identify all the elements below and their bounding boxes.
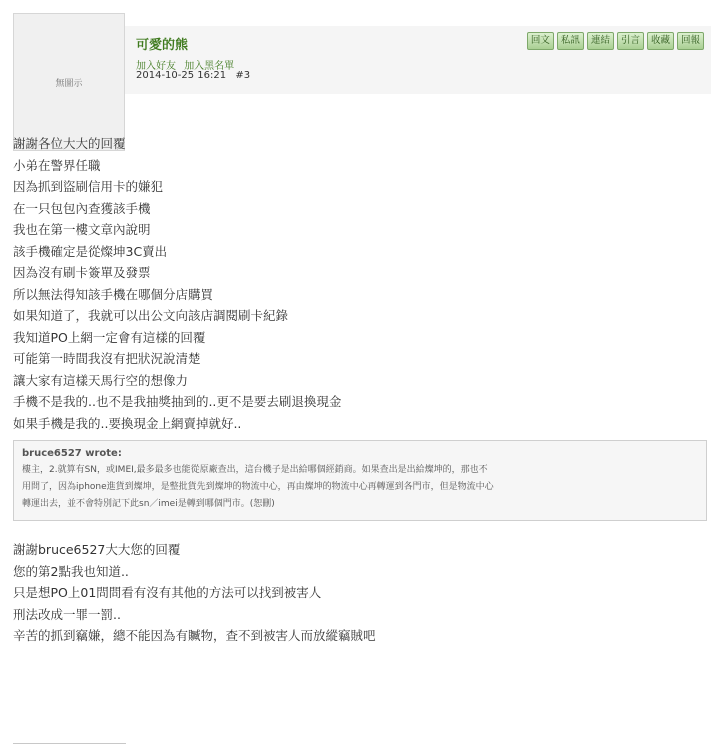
post-text-line: 謝謝bruce6527大大您的回覆 — [13, 542, 181, 557]
post-text-line: 辛苦的抓到竊嫌，總不能因為有贓物，查不到被害人而放縱竊賊吧 — [13, 628, 376, 643]
post-text-line: 手機不是我的..也不是我抽獎抽到的..更不是要去刷退換現金 — [13, 394, 342, 409]
post-text-line: 我也在第一樓文章內說明 — [13, 222, 151, 237]
post-text-line: 讓大家有這樣天馬行空的想像力 — [13, 372, 189, 388]
post-text-line: 您的第2點我也知道.. — [13, 563, 129, 579]
post-text-line: 在一只包包內查獲該手機 — [13, 200, 151, 216]
floor-number[interactable]: #3 — [235, 70, 251, 81]
post-text-before-quote — [13, 133, 709, 434]
post-text-line: 因為沒有刷卡簽單及發票 — [13, 265, 151, 280]
post-text-line: 只是想PO上01問問看有沒有其他的方法可以找到被害人 — [13, 585, 322, 600]
post-text-line: 如果手機是我的..要換現金上網賣掉就好.. — [13, 415, 242, 431]
link-button[interactable]: 連結 — [587, 32, 614, 50]
username-link[interactable]: 可愛的熊 — [136, 38, 189, 53]
post-text-line: 謝謝各位大大的回覆 — [13, 136, 126, 151]
post-text-line: 該手機確定是從燦坤3C賣出 — [13, 243, 168, 259]
post-text-line: 可能第一時間我沒有把狀況說清楚 — [13, 351, 201, 366]
avatar — [13, 13, 125, 151]
quote-text — [22, 462, 698, 513]
post-actions — [527, 32, 704, 50]
quote-author: bruce6527 wrote: — [22, 448, 122, 459]
quote-button[interactable]: 引言 — [617, 32, 644, 50]
post-text-line: 我知道PO上網一定會有這樣的回覆 — [13, 329, 206, 345]
post-timestamp: 2014-10-25 16:21 — [136, 70, 227, 81]
post-text-line: 刑法改成一罪一罰.. — [13, 606, 121, 622]
quote-text-line: 轉運出去，並不會特別記下此sn／imei是轉到哪個門市。(恕刪) — [22, 499, 275, 509]
reply-button[interactable]: 回文 — [527, 32, 554, 50]
post-header — [125, 26, 711, 94]
avatar-placeholder: 無圖示 — [55, 78, 83, 89]
add-friend-link[interactable]: 加入好友 — [136, 61, 176, 72]
post-text-line: 小弟在警界任職 — [13, 157, 101, 173]
quote-text-line: 用問了，因為iphone進貨到燦坤，是整批貨先到燦坤的物流中心，再由燦坤的物流中心再轉運到各門市，但是物流中心 — [22, 482, 494, 492]
add-blacklist-link[interactable]: 加入黑名單 — [184, 61, 235, 72]
quote-text-line: 樓主，2.就算有SN，或IMEI,最多最多也能從原廠查出，這台機子是出給哪個經銷商。如果查出是出給燦坤的，那也不 — [22, 465, 488, 475]
favorite-button[interactable]: 收藏 — [647, 32, 674, 50]
quote-block — [13, 440, 707, 521]
private-message-button[interactable]: 私訊 — [557, 32, 584, 50]
post-text-line: 如果知道了，我就可以出公文向該店調閱刷卡紀錄 — [13, 308, 289, 323]
post-text-line: 因為抓到盜刷信用卡的嫌犯 — [13, 179, 164, 194]
report-button[interactable]: 回報 — [677, 32, 704, 50]
post-text-after-quote — [13, 539, 709, 647]
post-text-line: 所以無法得知該手機在哪個分店購買 — [13, 286, 214, 302]
post-meta — [136, 70, 250, 81]
post-body — [13, 133, 709, 647]
